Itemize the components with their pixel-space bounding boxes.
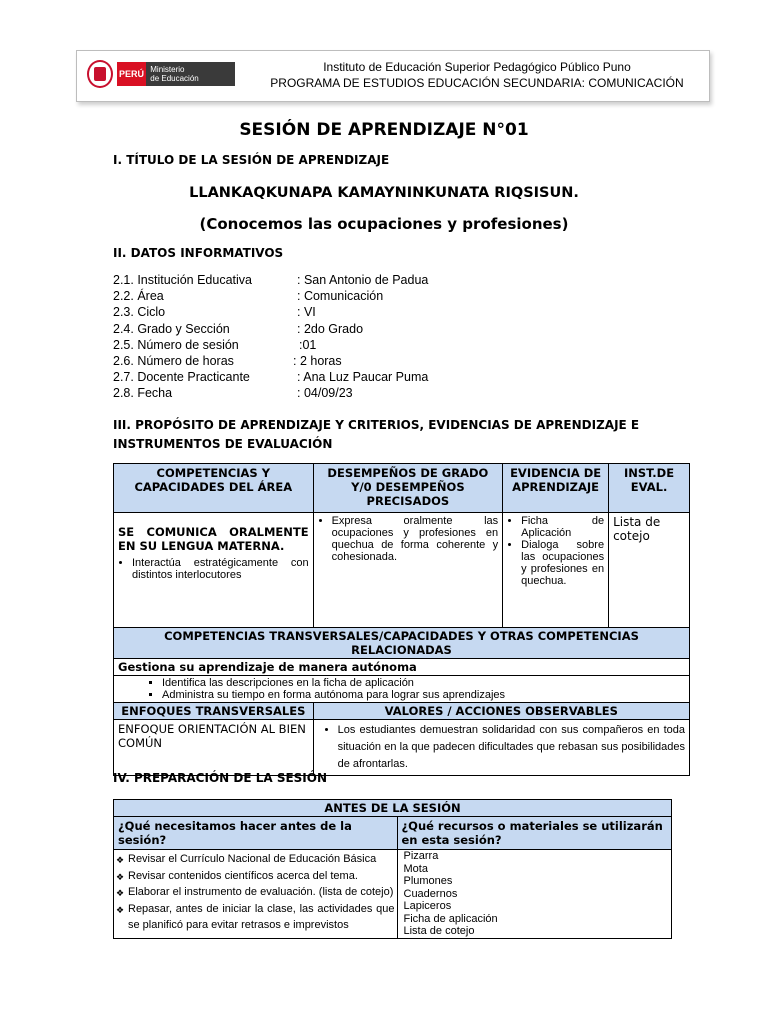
- coat-of-arms-icon: [87, 60, 113, 88]
- session-title: SESIÓN DE APRENDIZAJE N°01: [239, 120, 529, 140]
- info-label: 2.4. Grado y Sección: [113, 321, 230, 336]
- section2-heading: II. DATOS INFORMATIVOS: [113, 246, 284, 260]
- table-row: [114, 850, 672, 939]
- desempeno-list: [318, 515, 499, 563]
- ministry-logo-line2: de Educación: [150, 74, 199, 83]
- institute-name: Instituto de Educación Superior Pedagógico Público Puno: [323, 60, 631, 74]
- valores-header: VALORES / ACCIONES OBSERVABLES: [313, 703, 689, 720]
- header-competencias: COMPETENCIAS Y CAPACIDADES DEL ÁREA: [114, 464, 314, 513]
- transversal-header: COMPETENCIAS TRANSVERSALES/CAPACIDADES Y OTRAS COMPETENCIAS RELACIONADAS: [114, 628, 690, 659]
- info-value: : 2do Grado: [297, 321, 364, 336]
- evidencia-cell: [503, 513, 609, 628]
- tasks-cell: [114, 850, 398, 939]
- enfoque-cell: ENFOQUE ORIENTACIÓN AL BIEN COMÚN: [114, 720, 314, 776]
- question-tasks: ¿Qué necesitamos hacer antes de la sesión?: [114, 817, 398, 850]
- antes-header-row: [114, 800, 672, 817]
- document-header: [76, 50, 710, 102]
- section4-heading: IV. PREPARACIÓN DE LA SESIÓN: [113, 771, 328, 785]
- material-item: Mota: [403, 862, 428, 875]
- info-value: : Comunicación: [297, 289, 384, 304]
- ministry-logo-text: [146, 62, 235, 86]
- task-item: ❖ Revisar el Currículo Nacional de Educación Básica: [116, 851, 395, 868]
- enfoques-header: ENFOQUES TRANSVERSALES: [114, 703, 314, 720]
- header-evidencia: EVIDENCIA DE APRENDIZAJE: [503, 464, 609, 513]
- tasks-list: [116, 851, 395, 934]
- header-text: [267, 59, 687, 91]
- enfoques-header-row: [114, 703, 690, 720]
- task-item: ❖ Elaborar el instrumento de evaluación. (lista de cotejo): [116, 884, 395, 901]
- info-value: : 2 horas: [293, 353, 342, 368]
- info-value: :01: [299, 337, 317, 352]
- evidencia-list: [507, 515, 604, 587]
- competencies-table: [113, 463, 690, 776]
- info-label: 2.2. Área: [113, 289, 164, 304]
- info-value: : Ana Luz Paucar Puma: [297, 370, 429, 385]
- info-label: 2.8. Fecha: [113, 386, 173, 401]
- transversal-title: Gestiona su aprendizaje de manera autónoma: [114, 659, 690, 676]
- material-item: Cuadernos: [403, 887, 458, 900]
- ministry-logo-line1: Ministerio: [150, 65, 185, 74]
- transversal-title-row: [114, 659, 690, 676]
- questions-row: [114, 817, 672, 850]
- info-label: 2.6. Número de horas: [113, 353, 234, 368]
- transversal-item: ▪ Identifica las descripciones en la ficha de aplicación: [162, 677, 685, 689]
- material-item: Lapiceros: [403, 900, 452, 912]
- header-desempenos: DESEMPEÑOS DE GRADO Y/0 DESEMPEÑOS PRECISADOS: [313, 464, 503, 513]
- materials-cell: [397, 850, 672, 939]
- title-quechua: LLANKAQKUNAPA KAMAYNINKUNATA RIQSISUN.: [189, 185, 579, 201]
- info-value: : San Antonio de Padua: [297, 273, 429, 287]
- transversal-items-cell: [114, 676, 690, 703]
- info-value: : 04/09/23: [297, 386, 353, 401]
- material-item: Pizarra: [403, 850, 439, 862]
- evidencia-item: • Ficha de Aplicación: [521, 515, 604, 539]
- valor-list: [318, 722, 685, 773]
- info-label: 2.5. Número de sesión: [113, 337, 239, 352]
- question-materials: ¿Qué recursos o materiales se utilizarán en esta sesión?: [397, 817, 672, 850]
- table-row: [114, 513, 690, 628]
- ministry-logo: [87, 60, 235, 88]
- enfoques-row: [114, 720, 690, 776]
- task-item: ❖ Revisar contenidos científicos acerca del tema.: [116, 868, 395, 885]
- info-label: 2.1. Institución Educativa: [113, 273, 252, 287]
- transversal-items-row: [114, 676, 690, 703]
- info-label: 2.3. Ciclo: [113, 305, 166, 320]
- table-header-row: [114, 464, 690, 513]
- task-item: ❖ Repasar, antes de iniciar la clase, las actividades que se planificó para evitar retrasos e imprevistos: [116, 901, 395, 934]
- section3-heading: III. PROPÓSITO DE APRENDIZAJE Y CRITERIOS, EVIDENCIAS DE APRENDIZAJE E INSTRUMENTOS DE EVALUACIÓN: [113, 418, 640, 451]
- section1-heading: I. TÍTULO DE LA SESIÓN DE APRENDIZAJE: [113, 153, 390, 167]
- material-item: Ficha de aplicación: [403, 912, 498, 925]
- material-item: Plumones: [403, 875, 453, 887]
- transversal-item: ▪ Administra su tiempo en forma autónoma para lograr sus aprendizajes: [162, 689, 685, 701]
- desempeno-item: • Expresa oralmente las ocupaciones y profesiones en quechua de forma coherente y cohesionada.: [332, 515, 499, 563]
- title-spanish: (Conocemos las ocupaciones y profesiones): [199, 215, 569, 233]
- peru-logo-label: PERÚ: [117, 62, 147, 86]
- info-value: : VI: [297, 305, 316, 320]
- competencia-cell: [114, 513, 314, 628]
- evidencia-item: • Dialoga sobre las ocupaciones y profesiones en quechua.: [521, 539, 604, 587]
- capacidad-item: • Interactúa estratégicamente con distintos interlocutores: [132, 557, 309, 581]
- info-label: 2.7. Docente Practicante: [113, 370, 250, 385]
- competencia-text: SE COMUNICA ORALMENTE EN SU LENGUA MATERNA.: [118, 525, 309, 553]
- preparation-table: [113, 799, 672, 939]
- instrumento-cell: Lista de cotejo: [609, 513, 690, 628]
- capacidad-list: [118, 557, 309, 581]
- material-item: Lista de cotejo: [403, 925, 475, 937]
- program-name: PROGRAMA DE ESTUDIOS EDUCACIÓN SECUNDARIA: COMUNICACIÓN: [270, 76, 684, 90]
- valor-cell: [313, 720, 689, 776]
- antes-header: ANTES DE LA SESIÓN: [114, 800, 672, 817]
- header-instrumento: INST.DE EVAL.: [609, 464, 690, 513]
- desempeno-cell: [313, 513, 503, 628]
- transversal-items-list: [118, 677, 685, 701]
- valor-item: • Los estudiantes demuestran solidaridad con sus compañeros en toda situación en la que padecen dificultades que rebasan sus posibilidades de afrontarlas.: [338, 722, 685, 773]
- transversal-header-row: [114, 628, 690, 659]
